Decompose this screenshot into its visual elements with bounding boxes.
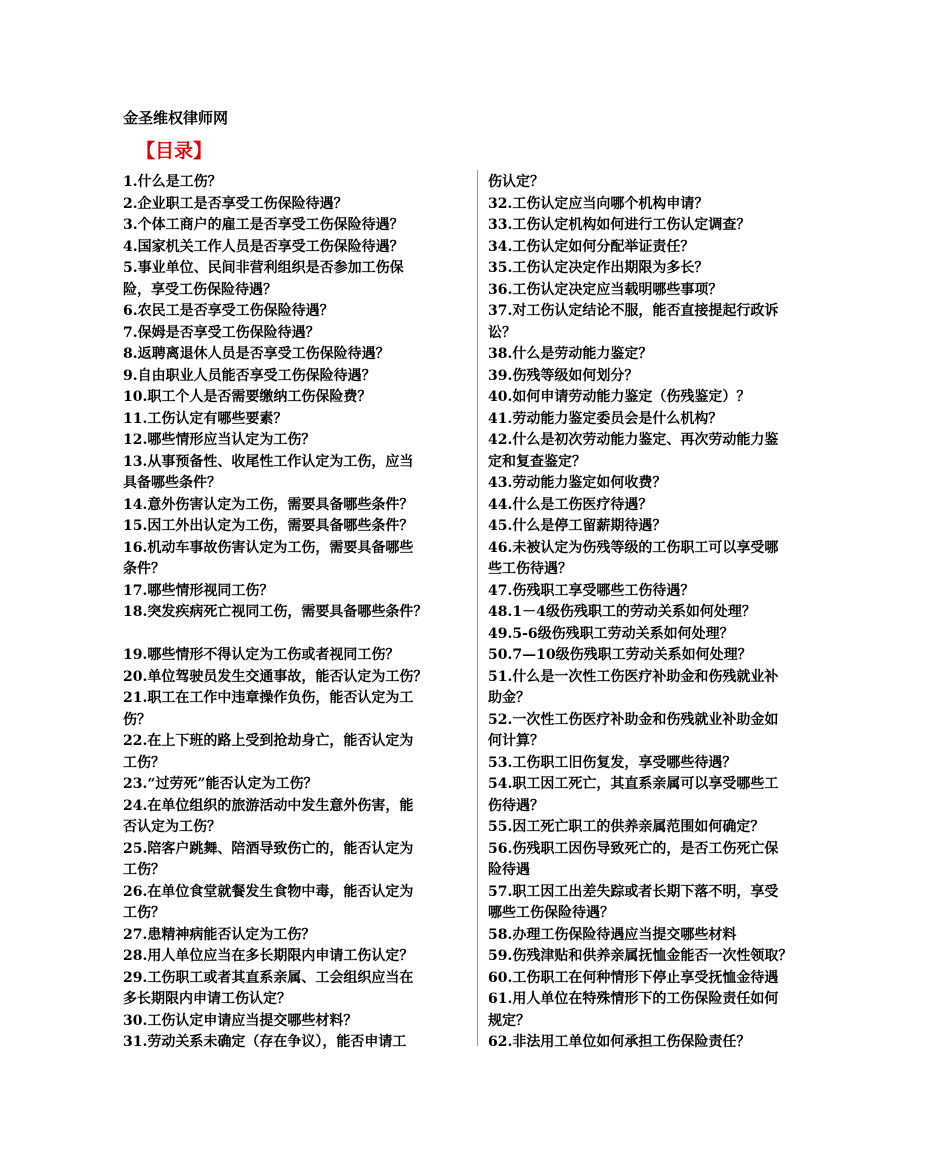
toc-line: 6.农民工是否享受工伤保险待遇？: [123, 303, 334, 319]
toc-line: 条件？: [123, 561, 165, 577]
toc-line: 哪些工伤保险待遇？: [488, 905, 614, 921]
toc-line: 26.在单位食堂就餐发生食物中毒，能否认定为: [123, 883, 414, 900]
toc-line: 定和复查鉴定？: [488, 453, 586, 470]
toc-line: 39.伤残等级如何划分？: [488, 367, 639, 384]
toc-line: 42.什么是初次劳动能力鉴定、再次劳动能力鉴: [488, 432, 779, 448]
toc-line: 46.未被认定为伤残等级的工伤职工可以享受哪: [488, 539, 779, 556]
toc-line: 43.劳动能力鉴定如何收费？: [488, 475, 667, 491]
toc-line: 57.职工因工出差失踪或者长期下落不明，享受: [488, 883, 779, 900]
toc-line: 8.返聘离退休人员是否享受工伤保险待遇？: [123, 346, 390, 362]
toc-line: 16.机动车事故伤害认定为工伤，需要具备哪些: [123, 539, 414, 556]
toc-line: 2.企业职工是否享受工伤保险待遇？: [123, 195, 348, 212]
toc-line: 19.哪些情形不得认定为工伤或者视同工伤？: [123, 647, 400, 663]
toc-line: 37.对工伤认定结论不服，能否直接提起行政诉: [488, 303, 779, 319]
toc-line: 61.用人单位在特殊情形下的工伤保险责任如何: [488, 991, 779, 1007]
toc-line: 17.哪些情形视同工伤？: [123, 582, 274, 599]
toc-line: 29.工伤职工或者其直系亲属、工会组织应当在: [123, 969, 414, 986]
toc-line: 50.7—10级伤残职工劳动关系如何处理？: [488, 647, 752, 663]
toc-line: 讼？: [488, 324, 516, 341]
toc-line: 36.工伤认定决定应当载明哪些事项？: [488, 281, 723, 298]
toc-line: 40.如何申请劳动能力鉴定（伤残鉴定）？: [488, 389, 751, 405]
toc-line: 工伤？: [123, 862, 165, 878]
column-divider: [477, 170, 478, 1046]
toc-title: 【目录】: [136, 140, 213, 162]
toc-line: 具备哪些条件？: [123, 475, 221, 491]
toc-line: 51.什么是一次性工伤医疗补助金和伤残就业补: [488, 668, 779, 685]
toc-line: 41.劳动能力鉴定委员会是什么机构？: [488, 410, 723, 427]
toc-line: 47.伤残职工享受哪些工伤待遇？: [488, 582, 695, 599]
toc-line: 伤认定？: [488, 174, 544, 190]
toc-line: 60.工伤职工在何种情形下停止享受抚恤金待遇: [488, 969, 779, 986]
toc-line: 险，享受工伤保险待遇？: [123, 281, 277, 298]
toc-line: 25.陪客户跳舞、陪酒导致伤亡的，能否认定为: [123, 840, 414, 857]
toc-line: 62.非法用工单位如何承担工伤保险责任？: [488, 1034, 751, 1050]
toc-line: 32.工伤认定应当向哪个机构申请？: [488, 195, 709, 212]
toc-line: 54.职工因工死亡，其直系亲属可以享受哪些工: [488, 776, 779, 792]
toc-right-column: [488, 172, 846, 1054]
toc-line: 20.单位驾驶员发生交通事故，能否认定为工伤？: [123, 668, 428, 685]
toc-line: 31.劳动关系未确定（存在争议），能否申请工: [123, 1034, 407, 1050]
toc-line: 38.什么是劳动能力鉴定？: [488, 346, 653, 362]
toc-line: 险待遇: [488, 862, 530, 878]
toc-line: 助金？: [488, 690, 530, 706]
toc-line: 22.在上下班的路上受到抢劫身亡，能否认定为: [123, 733, 414, 749]
toc-line: 工伤？: [123, 905, 165, 921]
toc-line: 些工伤待遇？: [488, 561, 572, 577]
toc-line: 伤待遇？: [488, 797, 544, 814]
toc-line: 多长期限内申请工伤认定？: [123, 991, 291, 1007]
toc-line: 21.职工在工作中违章操作负伤，能否认定为工: [123, 690, 414, 706]
toc-line: 15.因工外出认定为工伤，需要具备哪些条件？: [123, 518, 414, 534]
toc-line: 伤？: [123, 711, 151, 728]
toc-line: 35.工伤认定决定作出期限为多长？: [488, 260, 709, 276]
toc-line: 34.工伤认定如何分配举证责任？: [488, 238, 695, 255]
toc-line: 1.什么是工伤？: [123, 174, 222, 190]
toc-line: 53.工伤职工旧伤复发，享受哪些待遇？: [488, 754, 737, 771]
toc-line: 4.国家机关工作人员是否享受工伤保险待遇？: [123, 238, 404, 255]
toc-line: 11.工伤认定有哪些要素？: [123, 410, 288, 427]
toc-line: 5.事业单位、民间非营利组织是否参加工伤保: [123, 260, 404, 276]
toc-line: 45.什么是停工留薪期待遇？: [488, 518, 667, 534]
toc-line: [123, 624, 475, 646]
toc-line: 工伤？: [123, 754, 165, 771]
toc-line: 3.个体工商户的雇工是否享受工伤保险待遇？: [123, 217, 404, 233]
toc-line: 18.突发疾病死亡视同工伤，需要具备哪些条件？: [123, 604, 428, 620]
toc-line: 33.工伤认定机构如何进行工伤认定调查？: [488, 217, 751, 233]
toc-line: 24.在单位组织的旅游活动中发生意外伤害，能: [123, 797, 414, 814]
toc-line: 14.意外伤害认定为工伤，需要具备哪些条件？: [123, 496, 414, 513]
toc-line: 规定？: [488, 1012, 530, 1029]
toc-line: 7.保姆是否享受工伤保险待遇？: [123, 324, 320, 341]
toc-line: 否认定为工伤？: [123, 819, 221, 835]
toc-line: 55.因工死亡职工的供养亲属范围如何确定？: [488, 819, 765, 835]
toc-line: 52.一次性工伤医疗补助金和伤残就业补助金如: [488, 711, 779, 728]
toc-line: 58.办理工伤保险待遇应当提交哪些材料: [488, 926, 737, 943]
toc-line: 59.伤残津贴和供养亲属抚恤金能否一次性领取？: [488, 948, 793, 964]
site-name: 金圣维权律师网: [123, 109, 229, 127]
toc-line: 28.用人单位应当在多长期限内申请工伤认定？: [123, 948, 414, 964]
toc-line: 12.哪些情形应当认定为工伤？: [123, 432, 316, 448]
toc-line: 13.从事预备性、收尾性工作认定为工伤，应当: [123, 453, 414, 470]
toc-line: 何计算？: [488, 733, 544, 749]
toc-line: 56.伤残职工因伤导致死亡的，是否工伤死亡保: [488, 840, 779, 857]
toc-line: 49.5-6级伤残职工劳动关系如何处理？: [488, 625, 734, 642]
toc-line: 9.自由职业人员能否享受工伤保险待遇？: [123, 367, 376, 384]
toc-line: 10.职工个人是否需要缴纳工伤保险费？: [123, 389, 372, 405]
toc-line: 27.患精神病能否认定为工伤？: [123, 926, 316, 943]
toc-left-column: [123, 172, 475, 1054]
toc-line: 30.工伤认定申请应当提交哪些材料？: [123, 1012, 358, 1029]
toc-line: 23.“过劳死”能否认定为工伤？: [123, 776, 318, 792]
toc-line: 44.什么是工伤医疗待遇？: [488, 496, 653, 513]
toc-line: 48.1－4级伤残职工的劳动关系如何处理？: [488, 604, 756, 620]
